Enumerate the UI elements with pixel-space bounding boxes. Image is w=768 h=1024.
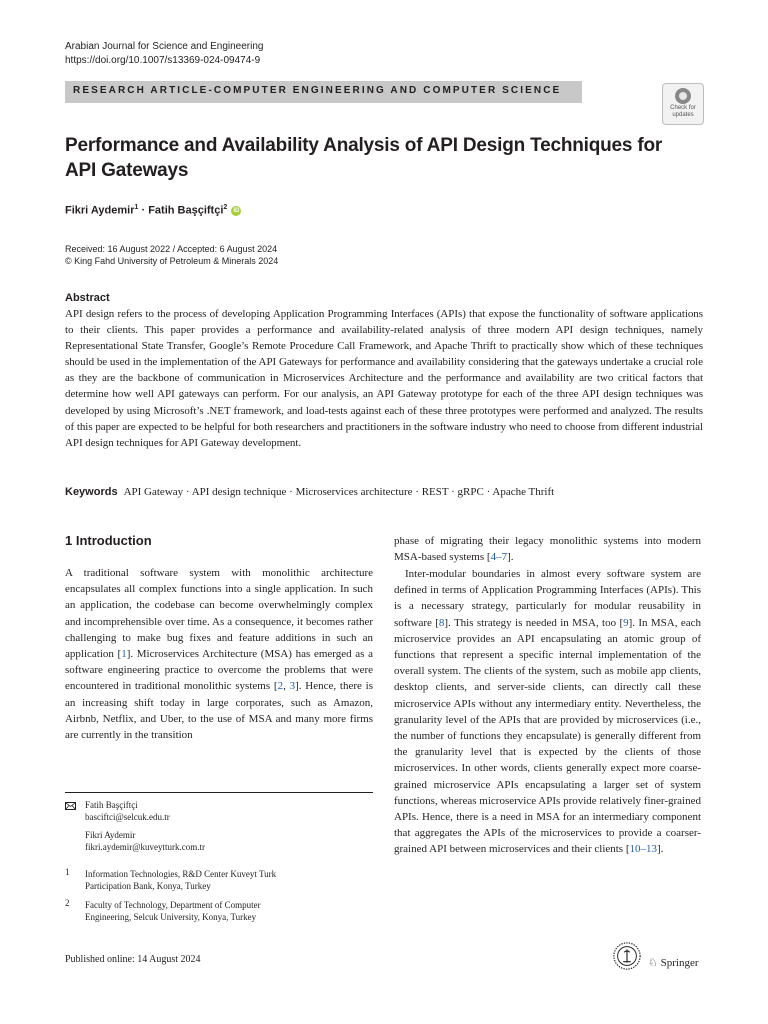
citation-link[interactable]: 2 xyxy=(277,680,284,693)
affiliation-marker: 1 xyxy=(134,204,139,211)
intro-paragraph-2: Inter-modular boundaries in almost every software system are defined in terms of Application Programming Interfaces (APIs). This is a necessary strategy, particularly for modular reusability in software [8]. This strategy is needed in MSA, too [9]. In MSA, each microservice provides an API encapsulating an atomic group of functions that represent a specific internal implementation of the overall system. The clients of the system, such as mobile app clients, desktop clients, and server-side clients, can directly call these microservice APIs without any intermediary entity. Nevertheless, the granularity level of the APIs that are provided by microservices (i.e., the number of functions they encapsulate) is generally different from the granularity level that is expected by the clients of those microservices. In other words, clients generally expect more coarse-grained microservice APIs encapsulating a larger set of system functions, whereas microservice APIs provide relatively finer-grained APIs. Hence, there is a need in MSA for an intermediary component that aggregates the APIs of the microservices to provide a coarser-grained API between microservices and their clients [10–13]. xyxy=(394,568,701,856)
abstract-heading: Abstract xyxy=(65,292,110,304)
abstract-text: API design refers to the process of developing Application Programming Interfaces (APIs) that expose the functionality of software applications to their clients. This paper provides a performance and availability-related analysis of three modern API design techniques, namely Representational State Transfer, Google’s Remote Procedure Call Framework, and Apache Thrift to practically show which of these techniques should be used in the implementation of the API Gateways for performance and availability considering that the gateways undertake a crucial role as they are the backbone of communication in Microservices Architecture and the performance and availability are two critical factors that determine how well API gateways can perform. For our analysis, an API Gateway prototype for each of the three API design techniques was developed by using Microsoft’s .NET framework, and load-tests against each of these three prototypes were performed and analyzed. The results of this paper are expected to be helpful for both researchers and practitioners in the software industry who need to choose from different industrial API design techniques for API Gateway development. xyxy=(65,308,703,449)
citation-link[interactable]: 3 xyxy=(289,680,296,693)
affiliation-2: Faculty of Technology, Department of Computer Engineering, Selcuk University, Konya, Turkey xyxy=(85,900,261,922)
section-heading: 1 Introduction xyxy=(65,533,152,548)
citation-link[interactable]: 9 xyxy=(623,616,629,629)
article-type-banner xyxy=(65,81,582,103)
corresponding-author xyxy=(85,799,170,823)
author-list xyxy=(65,204,241,217)
citation-link[interactable]: 4–7 xyxy=(490,551,508,564)
publisher-name: Springer xyxy=(660,957,699,969)
envelope-icon xyxy=(65,802,76,810)
author-name[interactable]: Fatih Başçiftçi xyxy=(148,204,224,217)
keywords-list: API Gateway · API design technique · Microservices architecture · REST · gRPC · Apache Thrift xyxy=(123,486,555,498)
citation-link[interactable]: 1 xyxy=(121,648,127,661)
author-separator: · xyxy=(138,204,149,217)
springer-horse-icon: ♘ xyxy=(648,957,658,969)
article-history xyxy=(65,243,278,267)
author-contact xyxy=(85,829,205,853)
article-type-label: RESEARCH ARTICLE-COMPUTER ENGINEERING AND COMPUTER SCIENCE xyxy=(73,85,562,96)
publisher-seal-icon xyxy=(611,941,643,971)
doi-link[interactable]: https://doi.org/10.1007/s13369-024-09474-9 xyxy=(65,55,261,66)
journal-header xyxy=(65,40,263,68)
intro-paragraph-1: A traditional software system with monolithic architecture encapsulates all complex functions into a single application. In such an application, the codebase can become overwhelmingly complex and incomprehensible over time. As a consequence, it becomes rather challenging to make bug fixes and feature additions in such an application [1]. Microservices Architecture (MSA) has emerged as a software engineering practice to overcome the problems that were encountered in traditional monolithic systems [2, 3]. Hence, there is an increasing shift today in large corporates, such as Amazon, Airbnb, Netflix, and Uber, to the use of MSA and many more firms are currently in the transition xyxy=(65,567,373,742)
author-name[interactable]: Fikri Aydemir xyxy=(65,204,135,217)
author-contact-email[interactable]: fikri.aydemir@kuveytturk.com.tr xyxy=(85,842,206,852)
keywords xyxy=(65,486,705,498)
copyright-line: © King Fahd University of Petroleum & Minerals 2024 xyxy=(65,256,279,266)
affiliation-number: 2 xyxy=(65,898,70,908)
author-contact-name: Fikri Aydemir xyxy=(85,830,136,840)
affiliation-1: Information Technologies, R&D Center Kuveyt Turk Participation Bank, Konya, Turkey xyxy=(85,869,277,891)
published-online-date: Published online: 14 August 2024 xyxy=(65,954,201,965)
citation-link[interactable]: 8 xyxy=(438,616,445,629)
received-accepted-dates: Received: 16 August 2022 / Accepted: 6 August 2024 xyxy=(65,244,278,254)
corresponding-author-email[interactable]: basciftci@selcuk.edu.tr xyxy=(85,812,170,822)
keywords-label: Keywords xyxy=(65,486,118,498)
citation-link[interactable]: 10–13 xyxy=(629,843,658,856)
affiliation-number: 1 xyxy=(65,867,70,877)
crossmark-icon xyxy=(675,88,691,104)
affiliation-marker: 2 xyxy=(223,204,228,211)
article-title: Performance and Availability Analysis of API Design Techniques for API Gateways xyxy=(65,135,663,181)
footnote-divider xyxy=(65,792,373,793)
intro-paragraph-1-continued: phase of migrating their legacy monolithic systems into modern MSA-based systems [4–7]. xyxy=(394,535,701,564)
publisher-logo xyxy=(648,956,699,969)
crossmark-label: Check for updates xyxy=(670,105,696,118)
crossmark-badge[interactable] xyxy=(662,83,704,125)
journal-name: Arabian Journal for Science and Engineering xyxy=(65,41,264,52)
orcid-icon[interactable]: iD xyxy=(233,207,240,214)
corresponding-author-name: Fatih Başçiftçi xyxy=(85,800,138,810)
